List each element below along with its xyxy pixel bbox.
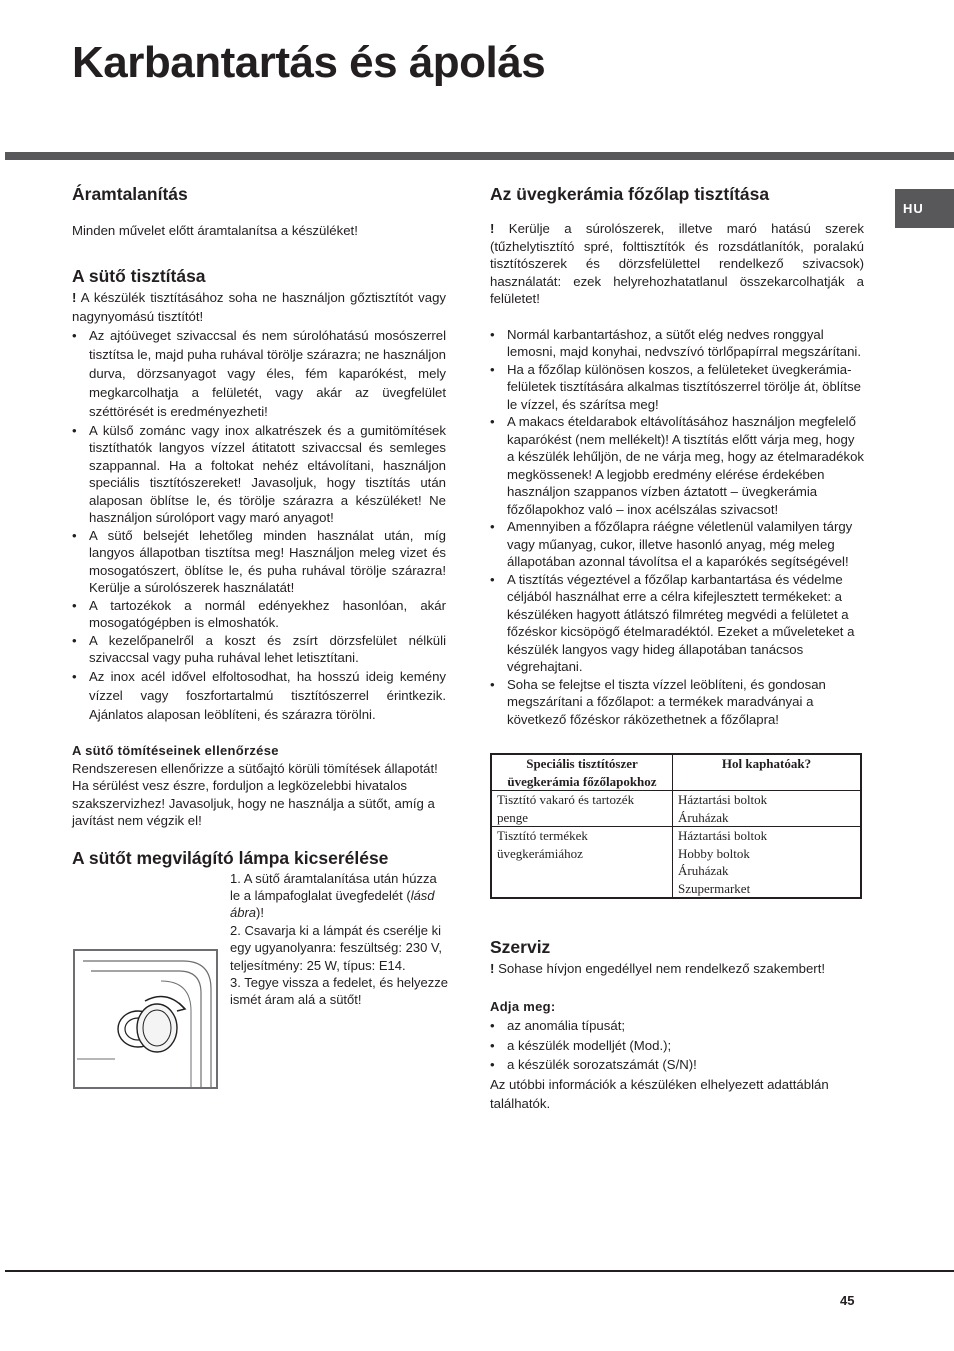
list-item: • Normál karbantartáshoz, a sütőt elég nedves ronggyal lemosni, majd konyhai, nedvszívó törlőpapírral megszárítani. bbox=[490, 326, 864, 361]
suto-bullet-list bbox=[72, 326, 446, 725]
table-cell-item: Tisztító termékek üvegkerámiához bbox=[491, 827, 673, 899]
language-tab: HU bbox=[895, 189, 954, 228]
szerviz-warning bbox=[490, 959, 864, 978]
left-column bbox=[72, 182, 446, 1009]
list-item: • A tisztítás végeztével a főzőlap karbantartása és védelme céljából használhat erre a célra kifejlesztett termékeket: a készüléken hagyott átlátszó filmréteg megvédi a felületet a főzéskor kicsöpögő ételmaradéktól. Ezeket a műveleteket a készülék langyos vagy hideg állapotában tanácsos végrehajtani. bbox=[490, 571, 864, 676]
uvegkeramia-warning-text: Kerülje a súrolószerek, illetve maró hatású szerek (tűzhelytisztító spré, folttisztítók és rozsdátlanítók, poralakú tisztítószerek és dörzsfelülettel rendelkező szivacsok) használatát: ezek helyrehozhatatlanul összekarcolhatják a felületet! bbox=[490, 221, 864, 306]
tomitesek-text: Rendszeresen ellenőrizze a sütőajtó körüli tömítések állapotát! Ha sérülést vesz észre, forduljon a legközelebbi hivatalos szakszervizhez! Javasoljuk, hogy ne használja a sütőt, amíg a javítást nem végzik el! bbox=[72, 760, 438, 829]
list-item: • Az inox acél idővel elfoltosodhat, ha hosszú ideig kemény vízzel vagy foszfortartalmú tisztítószerrel érintkezik. Ajánlatos alaposan leöblíteni, és szárazra törölni. bbox=[72, 667, 446, 725]
lampa-step-2: 2. Csavarja ki a lámpát és cserélje ki egy ugyanolyanra: feszültség: 230 V, teljesítmény: 25 W, típus: E14. bbox=[230, 922, 442, 973]
list-item: • a készülék sorozatszámát (S/N)! bbox=[490, 1055, 864, 1075]
table-cell-item: Tisztító vakaró és tartozék penge bbox=[491, 791, 673, 827]
lampa-step-1-end: )! bbox=[256, 905, 264, 921]
lampa-step-1-text: 1. A sütő áramtalanítása után húzza le a lámpafoglalat üvegfedelét ( bbox=[230, 870, 437, 904]
list-item: • a készülék modelljét (Mod.); bbox=[490, 1036, 864, 1056]
list-item: • A külső zománc vagy inox alkatrészek és a gumitömítések tisztíthatók langyos vízzel átitatott szivaccsal és semleges szappannal. Ha a foltokat nehéz eltávolítani, használjon speciális tisztítószereket! Javasoljuk, hogy tisztítás után alaposan öblítse le, és törölje szárazra a készüléket! Ne használjon súrolóport vagy maró anyagot! bbox=[72, 422, 446, 527]
list-item: • Amennyiben a főzőlapra ráégne véletlenül valamilyen tárgy vagy műanyag, cukor, illetve hasonló anyag, még meleg állapotában azonnal távolítsa el a kaparókés segítségével! bbox=[490, 518, 864, 571]
table-row bbox=[491, 791, 861, 827]
lampa-step-3: 3. Tegye vissza a fedelet, és helyezze ismét áram alá a sütőt! bbox=[230, 975, 448, 1008]
list-item: • az anomália típusát; bbox=[490, 1016, 864, 1036]
page-number: 45 bbox=[840, 1293, 855, 1308]
lamp-illustration bbox=[73, 949, 218, 1089]
lampa-step-1-ref: lásd ábra bbox=[230, 888, 435, 921]
bottom-rule bbox=[5, 1270, 954, 1272]
heading-suto-tisztitasa: A sütő tisztítása bbox=[72, 265, 206, 286]
list-item: • Az ajtóüveget szivaccsal és nem súrolóhatású mosószerrel tisztítsa le, majd puha ruhával törölje szárazra; ne használjon durva, dörzsanyagot vagy éles, fém kaparókést, mely megkarcolhatja a felületét, vagy akár az üvegfelület széttörését is eredményezheti! bbox=[72, 326, 446, 422]
lampa-steps bbox=[230, 870, 448, 1009]
table-cell-where bbox=[673, 791, 862, 827]
warning-mark: ! bbox=[490, 221, 495, 236]
where-line: Áruházak bbox=[678, 809, 729, 825]
list-item: • Soha se felejtse el tiszta vízzel leöblíteni, és gondosan megszárítani a főzőlapot: a termékek maradványai a következő főzéskor ráközethetnek a főzőlapra! bbox=[490, 676, 864, 729]
szerviz-warning-text: Sohase hívjon engedéllyel nem rendelkező szakembert! bbox=[498, 961, 826, 976]
lamp-drawing bbox=[75, 951, 216, 1087]
where-line: Háztartási boltok bbox=[678, 792, 768, 807]
subheading-adja-meg: Adja meg: bbox=[490, 999, 556, 1014]
uvegkeramia-warning bbox=[490, 220, 864, 308]
heading-szerviz: Szerviz bbox=[490, 937, 551, 957]
heading-uvegkeramia: Az üvegkerámia főzőlap tisztítása bbox=[490, 184, 770, 204]
list-item: • Ha a főzőlap különösen koszos, a felületeket üvegkerámia-felületek tisztítására alkalmas tisztítószerrel törölje át, öblítse le vízzel, és szárítsa meg! bbox=[490, 361, 864, 414]
list-item: • A tartozékok a normál edényekhez hasonlóan, akár mosogatógépben is elmoshatók. bbox=[72, 597, 446, 632]
where-line: Hobby boltok bbox=[678, 845, 750, 861]
page-title: Karbantartás és ápolás bbox=[72, 38, 546, 87]
warning-mark: ! bbox=[72, 289, 77, 305]
uvegkeramia-bullet-list bbox=[490, 326, 864, 729]
table-row bbox=[491, 827, 861, 899]
table-header-row bbox=[491, 754, 861, 791]
aramtalanitas-text: Minden művelet előtt áramtalanítsa a készüléket! bbox=[72, 223, 358, 238]
lampa-step-1 bbox=[230, 870, 448, 922]
where-line: Háztartási boltok bbox=[678, 828, 768, 843]
subheading-tomitesek: A sütő tömítéseinek ellenőrzése bbox=[72, 743, 279, 759]
list-item: • A makacs ételdarabok eltávolításához használjon megfelelő kaparókést (nem mellékelt)! A tisztítás előtt várja meg, hogy a készülék lehűljön, de ne várja meg, hogy az ételmaradékok megkössenek! A legjobb eredmény elérése érdekében használjon szappanos vízben áztatott – üvegkerámia főzőlapokhoz való – inox acélszálas szivacsot! bbox=[490, 413, 864, 518]
heading-aramtalanitas: Áramtalanítás bbox=[72, 184, 188, 204]
list-item: • A sütő belsejét lehetőleg minden használat után, míg langyos állapotban tisztítsa meg! Használjon meleg vizet és mosogatószert, öblítse le, és puha ruhával törölje szárazra! Kerülje a súrolószerek használatát! bbox=[72, 527, 446, 597]
szerviz-footer: Az utóbbi információk a készüléken elhelyezett adattáblán találhatók. bbox=[490, 1076, 829, 1111]
table-cell-where bbox=[673, 827, 862, 899]
cleaning-products-table bbox=[490, 753, 862, 899]
warning-mark: ! bbox=[490, 961, 495, 976]
where-line: Szupermarket bbox=[678, 880, 751, 896]
table-header-where: Hol kaphatóak? bbox=[673, 754, 862, 791]
suto-warning bbox=[72, 288, 446, 326]
top-rule bbox=[5, 152, 954, 160]
where-line: Áruházak bbox=[678, 863, 729, 878]
right-column bbox=[490, 182, 864, 1114]
suto-warning-text: A készülék tisztításához soha ne használjon gőztisztítót vagy nagynyomású tisztítót! bbox=[72, 289, 446, 324]
heading-lampa-csere: A sütőt megvilágító lámpa kicserélése bbox=[72, 847, 389, 868]
szerviz-bullet-list bbox=[490, 1016, 864, 1075]
list-item: • A kezelőpanelről a koszt és zsírt dörzsfelület nélküli szivaccsal vagy puha ruhával lehet letisztítani. bbox=[72, 632, 446, 667]
table-header-product: Speciális tisztítószer üvegkerámia főzőlapokhoz bbox=[491, 754, 673, 791]
